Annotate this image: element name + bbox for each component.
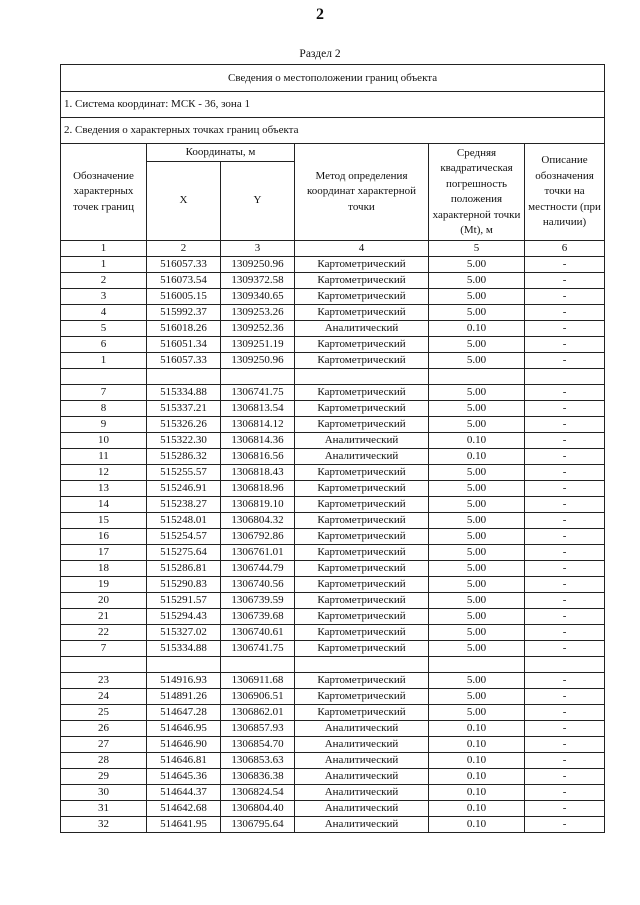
cell-method: Картометрический [295, 385, 429, 401]
cell-description: - [525, 465, 605, 481]
cell-description [525, 369, 605, 385]
cell-error: 0.10 [429, 769, 525, 785]
cell-x: 515294.43 [147, 609, 221, 625]
cell-description: - [525, 673, 605, 689]
cell-x: 516073.54 [147, 273, 221, 289]
cell-description: - [525, 497, 605, 513]
cell-y: 1309372.58 [221, 273, 295, 289]
table-row [61, 305, 605, 321]
cell-description: - [525, 609, 605, 625]
column-number: 6 [525, 241, 605, 257]
points-heading-row [61, 118, 605, 144]
cell-x: 514644.37 [147, 785, 221, 801]
cell-x: 515337.21 [147, 401, 221, 417]
cell-method: Картометрический [295, 417, 429, 433]
cell-description: - [525, 401, 605, 417]
cell-point: 19 [61, 577, 147, 593]
cell-error: 0.10 [429, 321, 525, 337]
cell-x: 516005.15 [147, 289, 221, 305]
cell-error: 5.00 [429, 529, 525, 545]
header-row [61, 144, 605, 162]
cell-error: 0.10 [429, 721, 525, 737]
header-description: Описание обозначения точки на местности (при наличии) [525, 144, 605, 241]
cell-description: - [525, 481, 605, 497]
cell-description: - [525, 593, 605, 609]
cell-description: - [525, 801, 605, 817]
table-row [61, 497, 605, 513]
cell-y: 1309340.65 [221, 289, 295, 305]
cell-y: 1306819.10 [221, 497, 295, 513]
cell-point: 25 [61, 705, 147, 721]
cell-point: 21 [61, 609, 147, 625]
cell-x: 514916.93 [147, 673, 221, 689]
cell-method: Картометрический [295, 273, 429, 289]
table-row [61, 449, 605, 465]
cell-error: 5.00 [429, 673, 525, 689]
cell-method: Картометрический [295, 465, 429, 481]
column-number-row [61, 241, 605, 257]
cell-x: 514647.28 [147, 705, 221, 721]
cell-method: Картометрический [295, 337, 429, 353]
cell-point: 5 [61, 321, 147, 337]
cell-error: 5.00 [429, 353, 525, 369]
cell-description: - [525, 577, 605, 593]
cell-method: Картометрический [295, 289, 429, 305]
cell-y: 1306854.70 [221, 737, 295, 753]
cell-description: - [525, 705, 605, 721]
cell-method: Картометрический [295, 305, 429, 321]
cell-error: 0.10 [429, 785, 525, 801]
cell-method: Картометрический [295, 593, 429, 609]
cell-x: 516057.33 [147, 353, 221, 369]
cell-point: 14 [61, 497, 147, 513]
cell-error: 5.00 [429, 609, 525, 625]
cell-y: 1306824.54 [221, 785, 295, 801]
cell-description: - [525, 321, 605, 337]
cell-error: 0.10 [429, 753, 525, 769]
table-row [61, 417, 605, 433]
cell-method: Картометрический [295, 673, 429, 689]
cell-point: 8 [61, 401, 147, 417]
cell-point: 24 [61, 689, 147, 705]
cell-error: 0.10 [429, 449, 525, 465]
cell-error: 5.00 [429, 289, 525, 305]
cell-x: 514891.26 [147, 689, 221, 705]
column-number: 4 [295, 241, 429, 257]
table-row [61, 737, 605, 753]
cell-point: 32 [61, 817, 147, 833]
cell-error: 5.00 [429, 513, 525, 529]
table-row [61, 801, 605, 817]
cell-description: - [525, 529, 605, 545]
cell-method: Картометрический [295, 577, 429, 593]
cell-point: 7 [61, 641, 147, 657]
cell-method: Аналитический [295, 737, 429, 753]
page-number: 2 [316, 6, 324, 23]
cell-description: - [525, 753, 605, 769]
cell-description: - [525, 641, 605, 657]
cell-error: 5.00 [429, 481, 525, 497]
cell-method [295, 657, 429, 673]
cell-description: - [525, 273, 605, 289]
table-row [61, 817, 605, 833]
table-row [61, 673, 605, 689]
cell-description [525, 657, 605, 673]
cell-x: 514645.36 [147, 769, 221, 785]
cell-method: Аналитический [295, 753, 429, 769]
cell-error: 5.00 [429, 593, 525, 609]
cell-error: 0.10 [429, 801, 525, 817]
header-coords: Координаты, м [147, 144, 295, 162]
cell-description: - [525, 257, 605, 273]
table-row [61, 609, 605, 625]
cell-x: 515286.81 [147, 561, 221, 577]
cell-error: 5.00 [429, 705, 525, 721]
cell-point: 3 [61, 289, 147, 305]
table-row [61, 721, 605, 737]
header-method: Метод определения координат характерной точки [295, 144, 429, 241]
cell-method: Аналитический [295, 769, 429, 785]
cell-error: 5.00 [429, 625, 525, 641]
cell-y: 1306911.68 [221, 673, 295, 689]
cell-y: 1306744.79 [221, 561, 295, 577]
cell-method: Картометрический [295, 497, 429, 513]
cell-point: 6 [61, 337, 147, 353]
cell-error: 5.00 [429, 689, 525, 705]
table-row [61, 753, 605, 769]
cell-description: - [525, 433, 605, 449]
table-row [61, 593, 605, 609]
cell-y: 1306818.96 [221, 481, 295, 497]
cell-y: 1306739.59 [221, 593, 295, 609]
table-row [61, 705, 605, 721]
cell-error: 5.00 [429, 273, 525, 289]
cell-error: 5.00 [429, 385, 525, 401]
cell-x: 514646.90 [147, 737, 221, 753]
cell-method: Картометрический [295, 625, 429, 641]
cell-y [221, 369, 295, 385]
cell-error: 5.00 [429, 561, 525, 577]
column-number: 2 [147, 241, 221, 257]
cell-method: Картометрический [295, 609, 429, 625]
cell-y: 1306853.63 [221, 753, 295, 769]
cell-point: 1 [61, 353, 147, 369]
table-row [61, 257, 605, 273]
cell-point [61, 369, 147, 385]
cell-y: 1306862.01 [221, 705, 295, 721]
cell-point: 29 [61, 769, 147, 785]
cell-point: 7 [61, 385, 147, 401]
cell-y: 1306741.75 [221, 385, 295, 401]
cell-point: 13 [61, 481, 147, 497]
cell-y: 1306906.51 [221, 689, 295, 705]
table-row [61, 545, 605, 561]
cell-y: 1309250.96 [221, 257, 295, 273]
header-point: Обозначение характерных точек границ [61, 144, 147, 241]
cell-y: 1306804.40 [221, 801, 295, 817]
cell-error: 0.10 [429, 817, 525, 833]
cell-y: 1306761.01 [221, 545, 295, 561]
cell-y: 1306804.32 [221, 513, 295, 529]
cell-x: 515291.57 [147, 593, 221, 609]
cell-point: 27 [61, 737, 147, 753]
section-label: Раздел 2 [299, 48, 341, 60]
cell-method [295, 369, 429, 385]
blank-row [61, 369, 605, 385]
cell-point: 11 [61, 449, 147, 465]
cell-x: 514642.68 [147, 801, 221, 817]
cell-point: 30 [61, 785, 147, 801]
cell-y: 1309251.19 [221, 337, 295, 353]
cell-point: 1 [61, 257, 147, 273]
header-x: X [147, 162, 221, 241]
cell-error: 5.00 [429, 577, 525, 593]
cell-x: 515992.37 [147, 305, 221, 321]
cell-x: 515334.88 [147, 641, 221, 657]
cell-x: 516018.26 [147, 321, 221, 337]
table-row [61, 769, 605, 785]
cell-error [429, 657, 525, 673]
column-number: 3 [221, 241, 295, 257]
cell-x: 515326.26 [147, 417, 221, 433]
cell-y: 1306857.93 [221, 721, 295, 737]
cell-method: Картометрический [295, 257, 429, 273]
cell-point: 28 [61, 753, 147, 769]
table-row [61, 577, 605, 593]
cell-x: 516051.34 [147, 337, 221, 353]
cell-x: 514646.81 [147, 753, 221, 769]
cell-error: 5.00 [429, 401, 525, 417]
cell-x: 515246.91 [147, 481, 221, 497]
column-number: 5 [429, 241, 525, 257]
cell-method: Аналитический [295, 801, 429, 817]
cell-error: 5.00 [429, 305, 525, 321]
cell-x: 514646.95 [147, 721, 221, 737]
table-row [61, 689, 605, 705]
table-row [61, 561, 605, 577]
cell-description: - [525, 785, 605, 801]
cell-y: 1306836.38 [221, 769, 295, 785]
table-row [61, 321, 605, 337]
table-title-row [61, 65, 605, 92]
table-row [61, 289, 605, 305]
cell-method: Картометрический [295, 705, 429, 721]
cell-error: 5.00 [429, 257, 525, 273]
cell-y: 1306795.64 [221, 817, 295, 833]
cell-point: 16 [61, 529, 147, 545]
cell-y: 1309252.36 [221, 321, 295, 337]
cell-method: Аналитический [295, 785, 429, 801]
cell-method: Картометрический [295, 641, 429, 657]
table-row [61, 529, 605, 545]
cell-x: 515248.01 [147, 513, 221, 529]
cell-point: 23 [61, 673, 147, 689]
cell-description: - [525, 561, 605, 577]
cell-point: 26 [61, 721, 147, 737]
table-row [61, 273, 605, 289]
table-row [61, 641, 605, 657]
cell-description: - [525, 689, 605, 705]
cell-point: 22 [61, 625, 147, 641]
cell-y: 1306792.86 [221, 529, 295, 545]
cell-x: 514641.95 [147, 817, 221, 833]
cell-description: - [525, 385, 605, 401]
cell-x [147, 657, 221, 673]
cell-x: 515327.02 [147, 625, 221, 641]
column-number: 1 [61, 241, 147, 257]
table-row [61, 465, 605, 481]
cell-method: Картометрический [295, 353, 429, 369]
cell-method: Картометрический [295, 545, 429, 561]
cell-point: 12 [61, 465, 147, 481]
cell-method: Аналитический [295, 433, 429, 449]
cell-description: - [525, 769, 605, 785]
cell-description: - [525, 721, 605, 737]
cell-method: Картометрический [295, 529, 429, 545]
cell-y: 1306814.12 [221, 417, 295, 433]
cell-x: 515238.27 [147, 497, 221, 513]
cell-point [61, 657, 147, 673]
cell-x: 515275.64 [147, 545, 221, 561]
cell-description: - [525, 545, 605, 561]
cell-x: 515290.83 [147, 577, 221, 593]
points-heading: 2. Сведения о характерных точках границ объекта [61, 118, 605, 144]
cell-description: - [525, 513, 605, 529]
cell-y: 1309253.26 [221, 305, 295, 321]
cell-y: 1306813.54 [221, 401, 295, 417]
coordinate-system: 1. Система координат: МСК - 36, зона 1 [61, 92, 605, 118]
cell-x: 515254.57 [147, 529, 221, 545]
cell-error: 0.10 [429, 433, 525, 449]
cell-x: 515334.88 [147, 385, 221, 401]
cell-x: 515286.32 [147, 449, 221, 465]
cell-method: Картометрический [295, 689, 429, 705]
cell-description: - [525, 625, 605, 641]
cell-method: Картометрический [295, 513, 429, 529]
cell-method: Аналитический [295, 817, 429, 833]
table-title: Сведения о местоположении границ объекта [61, 65, 605, 92]
table-row [61, 433, 605, 449]
table-row [61, 353, 605, 369]
cell-y: 1306739.68 [221, 609, 295, 625]
table-row [61, 337, 605, 353]
cell-y: 1306814.36 [221, 433, 295, 449]
cell-x: 515255.57 [147, 465, 221, 481]
cell-description: - [525, 353, 605, 369]
cell-point: 31 [61, 801, 147, 817]
coordinate-system-row [61, 92, 605, 118]
cell-point: 10 [61, 433, 147, 449]
table-row [61, 785, 605, 801]
cell-point: 2 [61, 273, 147, 289]
cell-method: Аналитический [295, 721, 429, 737]
cell-description: - [525, 737, 605, 753]
cell-error: 5.00 [429, 545, 525, 561]
cell-method: Картометрический [295, 401, 429, 417]
table-row [61, 625, 605, 641]
cell-error: 5.00 [429, 497, 525, 513]
cell-method: Аналитический [295, 449, 429, 465]
table-row [61, 401, 605, 417]
blank-row [61, 657, 605, 673]
cell-x: 516057.33 [147, 257, 221, 273]
cell-y: 1306740.56 [221, 577, 295, 593]
cell-error: 5.00 [429, 465, 525, 481]
cell-x: 515322.30 [147, 433, 221, 449]
header-error: Средняя квадратическая погрешность положения характерной точки (Mt), м [429, 144, 525, 241]
cell-x [147, 369, 221, 385]
cell-y: 1309250.96 [221, 353, 295, 369]
table-row [61, 513, 605, 529]
header-y: Y [221, 162, 295, 241]
cell-y: 1306741.75 [221, 641, 295, 657]
cell-y: 1306816.56 [221, 449, 295, 465]
cell-y: 1306740.61 [221, 625, 295, 641]
cell-error: 5.00 [429, 417, 525, 433]
cell-point: 17 [61, 545, 147, 561]
cell-error: 5.00 [429, 337, 525, 353]
cell-description: - [525, 417, 605, 433]
cell-error: 5.00 [429, 641, 525, 657]
cell-y: 1306818.43 [221, 465, 295, 481]
cell-point: 4 [61, 305, 147, 321]
cell-description: - [525, 337, 605, 353]
cell-description: - [525, 289, 605, 305]
table-row [61, 481, 605, 497]
cell-point: 9 [61, 417, 147, 433]
cell-description: - [525, 305, 605, 321]
cell-point: 20 [61, 593, 147, 609]
cell-description: - [525, 817, 605, 833]
cell-method: Аналитический [295, 321, 429, 337]
cell-y [221, 657, 295, 673]
boundary-points-table [60, 64, 605, 833]
cell-method: Картометрический [295, 481, 429, 497]
cell-method: Картометрический [295, 561, 429, 577]
cell-description: - [525, 449, 605, 465]
cell-error [429, 369, 525, 385]
cell-error: 0.10 [429, 737, 525, 753]
table-row [61, 385, 605, 401]
cell-point: 18 [61, 561, 147, 577]
cell-point: 15 [61, 513, 147, 529]
